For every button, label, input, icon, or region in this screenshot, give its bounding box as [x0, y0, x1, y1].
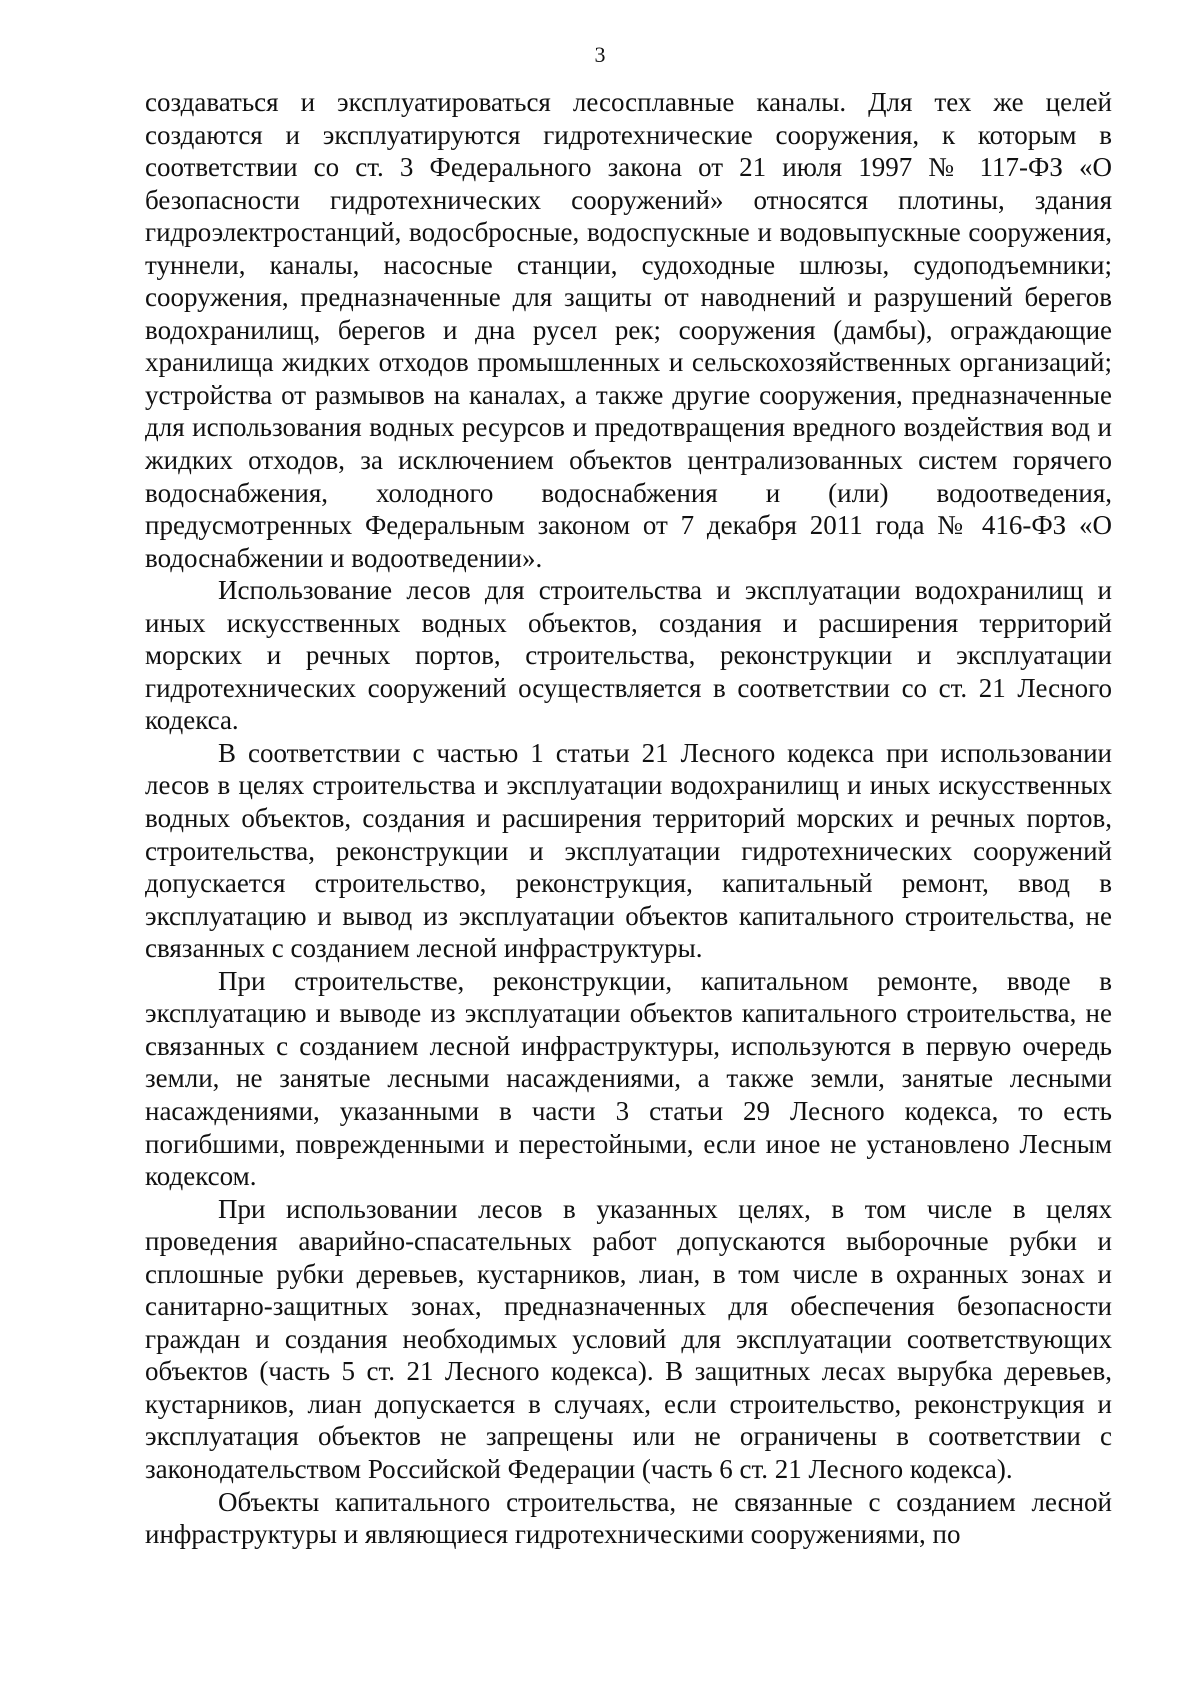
page-number: 3 — [594, 42, 606, 67]
paragraph-land-use-priority: При строительстве, реконструкции, капитальном ремонте, вводе в эксплуатацию и выводе из эксплуатации объектов капитального строительства, не связанных с созданием лесной инфраструктуры, используются в первую очередь земли, не занятые лесными насаждениями, а также земли, занятые лесными насаждениями, указанными в части 3 статьи 29 Лесного кодекса, то есть погибшими, поврежденными и перестойными, если иное не установлено Лесным кодексом. — [145, 965, 1112, 1192]
paragraph-part-1-article-21: В соответствии с частью 1 статьи 21 Лесного кодекса при использовании лесов в целях строительства и эксплуатации водохранилищ и иных искусственных водных объектов, создания и расширения территорий морских и речных портов, строительства, реконструкции и эксплуатации гидротехнических сооружений допускается строительство, реконструкция, капитальный ремонт, ввод в эксплуатацию и вывод из эксплуатации объектов капитального строительства, не связанных с созданием лесной инфраструктуры. — [145, 737, 1112, 964]
paragraph-continuation-hydrotechnical-structures: создаваться и эксплуатироваться лесосплавные каналы. Для тех же целей создаются и эксплуатируются гидротехнические сооружения, к которым в соответствии со ст. 3 Федерального закона от 21 июля 1997 № 117-ФЗ «О безопасности гидротехнических сооружений» относятся плотины, здания гидроэлектростанций, водосбросные, водоспускные и водовыпускные сооружения, туннели, каналы, насосные станции, судоходные шлюзы, судоподъемники; сооружения, предназначенные для защиты от наводнений и разрушений берегов водохранилищ, берегов и дна русел рек; сооружения (дамбы), ограждающие хранилища жидких отходов промышленных и сельскохозяйственных организаций; устройства от размывов на каналах, а также другие сооружения, предназначенные для использования водных ресурсов и предотвращения вредного воздействия вод и жидких отходов, за исключением объектов централизованных систем горячего водоснабжения, холодного водоснабжения и (или) водоотведения, предусмотренных Федеральным законом от 7 декабря 2011 года № 416-ФЗ «О водоснабжении и водоотведении». — [145, 87, 1112, 573]
document-body — [145, 86, 1112, 1551]
paragraph-felling-rules: При использовании лесов в указанных целях, в том числе в целях проведения аварийно-спасательных работ допускаются выборочные рубки и сплошные рубки деревьев, кустарников, лиан, в том числе в охранных зонах и санитарно-защитных зонах, предназначенных для обеспечения безопасности граждан и создания необходимых условий для эксплуатации соответствующих объектов (часть 5 ст. 21 Лесного кодекса). В защитных лесах вырубка деревьев, кустарников, лиан допускается в случаях, если строительство, реконструкция и эксплуатация объектов не запрещены или не ограничены в соответствии с законодательством Российской Федерации (часть 6 ст. 21 Лесного кодекса). — [145, 1193, 1112, 1484]
paragraph-capital-construction-objects: Объекты капитального строительства, не связанные с созданием лесной инфраструктуры и являющиеся гидротехническими сооружениями, по — [145, 1486, 1112, 1550]
paragraph-forest-use-article-21: Использование лесов для строительства и эксплуатации водохранилищ и иных искусственных водных объектов, создания и расширения территорий морских и речных портов, строительства, реконструкции и эксплуатации гидротехнических сооружений осуществляется в соответствии со ст. 21 Лесного кодекса. — [145, 575, 1112, 736]
